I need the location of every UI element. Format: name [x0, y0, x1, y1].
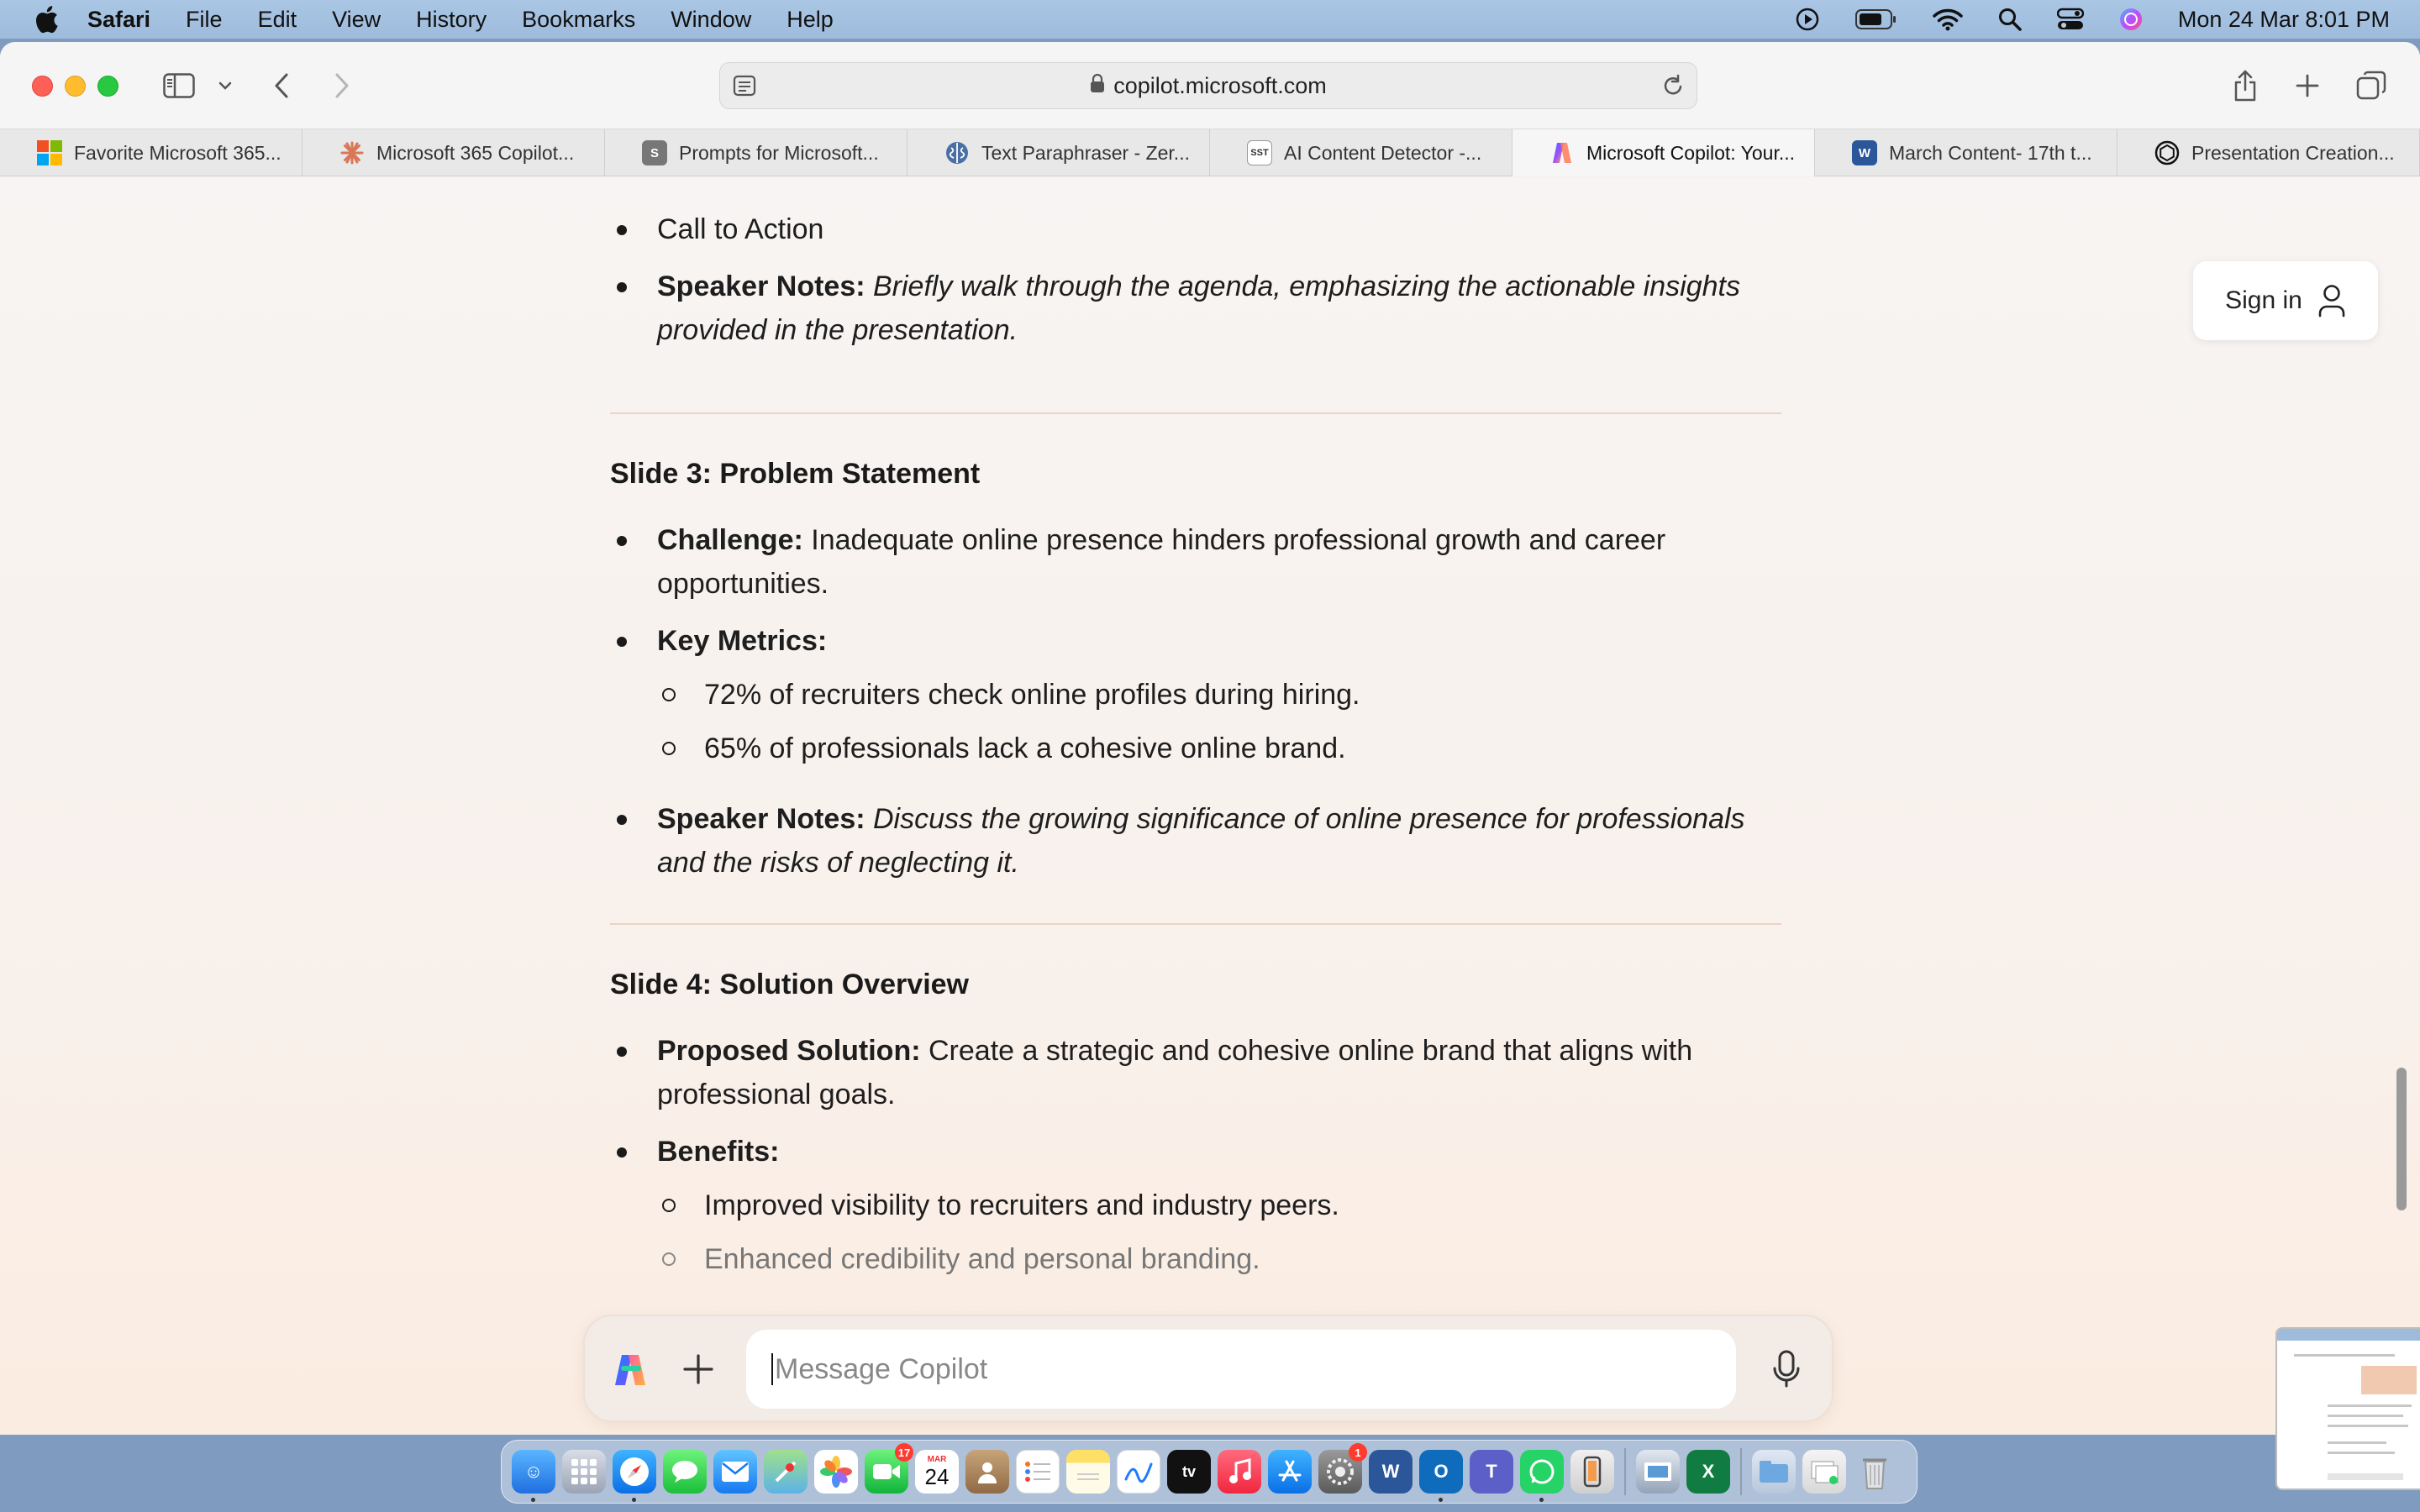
browser-toolbar	[0, 42, 2420, 129]
mail-icon[interactable]	[713, 1450, 757, 1494]
divider	[610, 412, 1781, 414]
photos-icon[interactable]	[814, 1450, 858, 1494]
slide-title: Slide 4: Solution Overview	[610, 969, 969, 1000]
recent-files-stack-icon[interactable]	[1802, 1450, 1846, 1494]
new-tab-icon[interactable]	[2292, 67, 2323, 104]
thumbnail-menubar	[2277, 1329, 2420, 1341]
teams-icon[interactable]: T	[1470, 1450, 1513, 1494]
browser-tab[interactable]	[908, 129, 1210, 176]
microsoft-logo-icon	[37, 140, 62, 165]
back-button-icon[interactable]	[267, 67, 296, 104]
browser-tab[interactable]	[302, 129, 605, 176]
calendar-icon[interactable]	[915, 1450, 959, 1494]
key-metrics-label: Key Metrics:	[657, 625, 828, 657]
s-letter-icon: S	[642, 140, 667, 165]
challenge-label: Challenge:	[657, 524, 803, 556]
outlook-icon[interactable]: O	[1419, 1450, 1463, 1494]
messages-icon[interactable]	[663, 1450, 707, 1494]
user-icon	[2317, 283, 2346, 318]
reminders-icon[interactable]	[1016, 1450, 1060, 1494]
browser-tab[interactable]	[1210, 129, 1512, 176]
facetime-icon[interactable]	[865, 1446, 911, 1494]
tab-label: Microsoft Copilot: Your...	[1586, 141, 1796, 164]
url-text[interactable]: copilot.microsoft.com	[1113, 72, 1327, 98]
browser-tab[interactable]	[1815, 129, 2118, 176]
app-store-icon[interactable]	[1268, 1450, 1312, 1494]
slide-title: Slide 3: Problem Statement	[610, 458, 981, 490]
list-item	[657, 797, 1783, 885]
add-attachment-icon[interactable]	[681, 1352, 716, 1391]
trash-icon[interactable]	[1853, 1450, 1897, 1494]
menu-help[interactable]: Help	[786, 6, 834, 32]
notification-badge: 17	[895, 1443, 913, 1462]
thumbnail-line	[2294, 1354, 2395, 1357]
proposed-solution-text: Create a strategic and cohesive online brand that aligns with	[929, 1035, 1693, 1067]
forward-button-icon[interactable]	[328, 67, 356, 104]
siri-icon[interactable]	[2119, 8, 2143, 31]
thumbnail-line	[2328, 1452, 2395, 1454]
thumbnail-line	[2328, 1425, 2408, 1427]
sidebar-toggle-icon[interactable]	[160, 67, 198, 104]
apple-tv-icon[interactable]: tv	[1167, 1450, 1211, 1494]
browser-tab[interactable]	[605, 129, 908, 176]
menu-edit[interactable]: Edit	[257, 6, 297, 32]
calendar-day: 24	[924, 1464, 950, 1489]
maps-icon[interactable]	[764, 1450, 808, 1494]
copilot-conversation	[0, 177, 2420, 1435]
challenge-text-cont: opportunities.	[657, 568, 829, 600]
speaker-notes-label: Speaker Notes:	[657, 270, 865, 302]
calendar-month: MAR	[927, 1455, 947, 1464]
speaker-notes-label: Speaker Notes:	[657, 803, 865, 835]
running-indicator	[1439, 1498, 1443, 1502]
copilot-icon	[1549, 140, 1575, 165]
thumbnail-line	[2328, 1415, 2403, 1417]
sign-in-label: Sign in	[2225, 286, 2302, 314]
zoom-window-button[interactable]	[97, 76, 118, 97]
speaker-notes-text: Briefly walk through the agenda, emphasizing the actionable insights	[873, 270, 1740, 302]
notification-badge: 1	[1349, 1443, 1367, 1462]
address-bar[interactable]	[719, 62, 1697, 109]
downloads-folder-icon[interactable]	[1752, 1450, 1796, 1494]
tab-bar	[0, 129, 2420, 176]
proposed-solution-label: Proposed Solution:	[657, 1035, 921, 1067]
menu-bar	[0, 0, 2420, 39]
music-icon[interactable]	[1218, 1450, 1261, 1494]
divider	[610, 923, 1781, 925]
running-indicator	[531, 1498, 535, 1502]
message-input-placeholder: Message Copilot	[775, 1352, 988, 1385]
message-input[interactable]	[746, 1330, 1736, 1409]
tab-overview-icon[interactable]	[2354, 67, 2388, 104]
metric-item: 72% of recruiters check online profiles during hiring.	[704, 673, 1360, 717]
tab-label: March Content- 17th t...	[1889, 141, 2092, 164]
menu-bookmarks[interactable]: Bookmarks	[522, 6, 636, 32]
tab-label: Microsoft 365 Copilot...	[376, 141, 575, 164]
menu-view[interactable]: View	[332, 6, 381, 32]
sign-in-button[interactable]	[2193, 261, 2378, 340]
list-item	[657, 518, 1783, 606]
safari-icon[interactable]	[613, 1450, 656, 1494]
list-item	[657, 207, 1783, 251]
play-icon[interactable]	[1795, 7, 1820, 32]
list-item	[657, 619, 1783, 663]
spotlight-search-icon[interactable]	[1998, 8, 2022, 31]
thumbnail-line	[2328, 1473, 2403, 1480]
lock-icon	[1090, 73, 1105, 99]
copilot-logo-icon[interactable]	[610, 1350, 650, 1394]
list-item	[657, 1130, 1783, 1173]
benefit-item: Enhanced credibility and personal branding.	[704, 1237, 1260, 1281]
dock-separator	[1740, 1448, 1742, 1495]
dock-separator	[1624, 1448, 1626, 1495]
share-icon[interactable]	[2230, 67, 2260, 104]
excel-icon[interactable]: X	[1686, 1450, 1730, 1494]
apple-logo-icon[interactable]	[34, 5, 59, 34]
cta-bullet: Call to Action	[657, 213, 824, 245]
word-app-icon[interactable]: W	[1369, 1450, 1413, 1494]
claude-starburst-icon	[339, 140, 365, 165]
menu-window[interactable]: Window	[671, 6, 752, 32]
thumbnail-line	[2328, 1441, 2386, 1444]
browser-tab[interactable]	[0, 129, 302, 176]
dock	[501, 1440, 1918, 1504]
tab-label: Favorite Microsoft 365...	[74, 141, 281, 164]
minimize-window-button[interactable]	[65, 76, 86, 97]
speaker-notes-text-cont: provided in the presentation.	[657, 314, 1018, 346]
reload-icon[interactable]	[1661, 73, 1685, 104]
launchpad-icon[interactable]	[562, 1450, 606, 1494]
list-item	[657, 265, 1783, 352]
browser-tab[interactable]	[2118, 129, 2420, 176]
close-window-button[interactable]	[32, 76, 53, 97]
list-item	[657, 1029, 1783, 1116]
safari-window	[0, 42, 2420, 1435]
chevron-down-icon[interactable]	[215, 67, 235, 104]
freeform-icon[interactable]	[1117, 1450, 1160, 1494]
page-scrollbar[interactable]	[2396, 1068, 2407, 1210]
tab-label: AI Content Detector -...	[1284, 141, 1482, 164]
page-menu-icon[interactable]	[732, 73, 757, 104]
menu-app-name[interactable]: Safari	[87, 6, 151, 32]
thumbnail-block	[2361, 1366, 2417, 1394]
speaker-notes-text-cont: and the risks of neglecting it.	[657, 847, 1019, 879]
system-settings-icon[interactable]	[1318, 1446, 1362, 1494]
word-icon: W	[1852, 140, 1877, 165]
tab-label: Presentation Creation...	[2191, 141, 2395, 164]
tab-label: Prompts for Microsoft...	[679, 141, 879, 164]
menu-clock[interactable]: Mon 24 Mar 8:01 PM	[2177, 6, 2390, 32]
speaker-notes-text: Discuss the growing significance of online presence for professionals	[873, 803, 1745, 835]
text-caret	[771, 1353, 773, 1385]
running-indicator	[1539, 1498, 1544, 1502]
battery-icon[interactable]	[1855, 8, 1897, 30]
microphone-icon[interactable]	[1770, 1348, 1803, 1394]
chatgpt-icon	[2154, 140, 2180, 165]
tab-label: Text Paraphraser - Zer...	[981, 141, 1190, 164]
sst-icon: SST	[1247, 140, 1272, 165]
message-composer	[583, 1315, 1833, 1422]
notes-icon[interactable]	[1066, 1450, 1110, 1494]
preview-icon[interactable]	[1636, 1450, 1680, 1494]
screenshot-thumbnail[interactable]	[2275, 1327, 2420, 1490]
iphone-mirroring-icon[interactable]	[1570, 1450, 1614, 1494]
menu-file[interactable]: File	[186, 6, 223, 32]
challenge-text: Inadequate online presence hinders professional growth and career	[811, 524, 1666, 556]
browser-tab-active[interactable]	[1512, 129, 1815, 176]
metric-item: 65% of professionals lack a cohesive online brand.	[704, 727, 1346, 770]
brain-icon	[944, 140, 970, 165]
finder-icon[interactable]: ☺	[512, 1450, 555, 1494]
contacts-icon[interactable]	[965, 1450, 1009, 1494]
wifi-icon[interactable]	[1933, 8, 1963, 31]
whatsapp-icon[interactable]	[1520, 1450, 1564, 1494]
benefit-item: Improved visibility to recruiters and industry peers.	[704, 1184, 1339, 1227]
control-center-icon[interactable]	[2057, 8, 2084, 31]
running-indicator	[632, 1498, 636, 1502]
menu-history[interactable]: History	[416, 6, 487, 32]
proposed-solution-text-cont: professional goals.	[657, 1079, 896, 1110]
thumbnail-line	[2328, 1404, 2412, 1407]
benefits-label: Benefits:	[657, 1136, 780, 1168]
